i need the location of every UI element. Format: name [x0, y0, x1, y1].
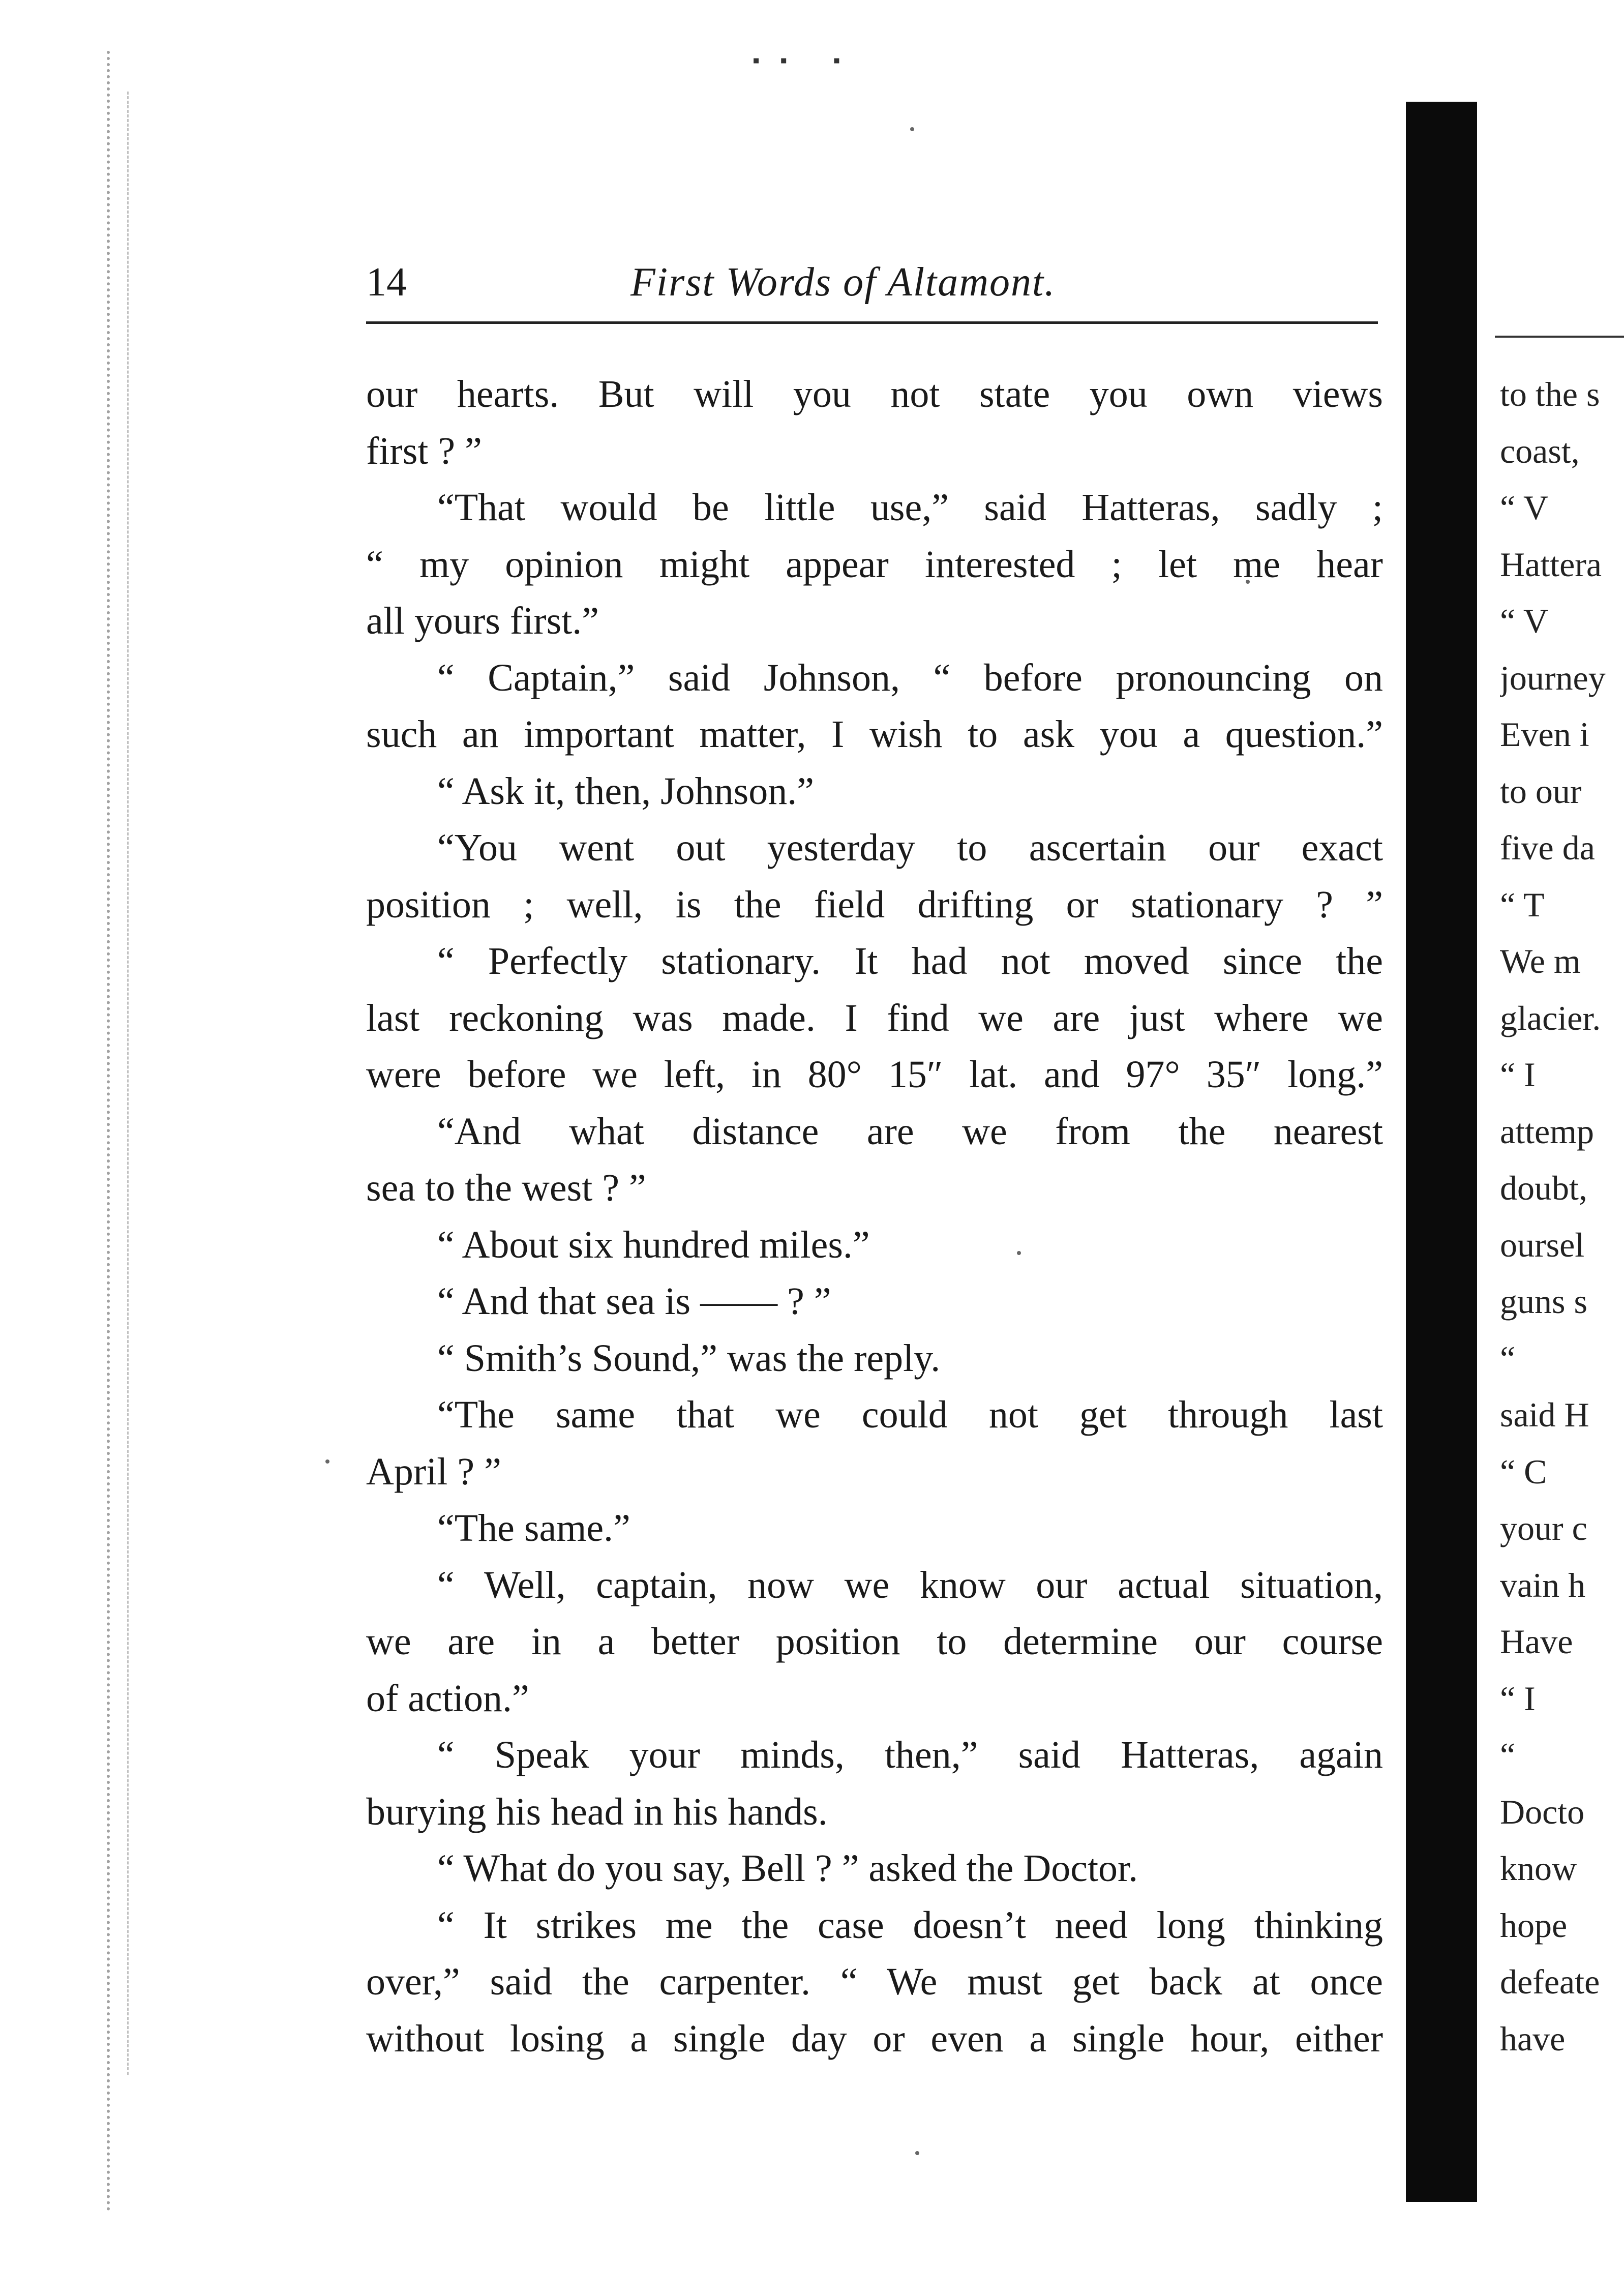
- next-page-line: “ T: [1500, 885, 1545, 924]
- next-page-line: doubt,: [1500, 1169, 1587, 1207]
- text-line: “The same that we could not get through last: [437, 1393, 1383, 1436]
- scan-speck: [325, 1459, 329, 1464]
- text-line: first ? ”: [366, 429, 482, 472]
- text-line: “ Perfectly stationary. It had not moved since the: [437, 940, 1383, 982]
- next-page-line: “: [1500, 1338, 1516, 1378]
- text-line: “The same.”: [437, 1507, 630, 1549]
- next-page-line: hope: [1500, 1905, 1568, 1945]
- next-page-line: “ I: [1500, 1679, 1536, 1718]
- scan-speck: [915, 2151, 919, 2155]
- text-line: “ my opinion might appear interested ; let me hear: [366, 543, 1383, 586]
- next-page-line: “ V: [1500, 602, 1549, 640]
- text-line: our hearts. But will you not state you own views: [366, 373, 1383, 415]
- text-line: “ Ask it, then, Johnson.”: [437, 769, 814, 813]
- next-page-line: Have: [1500, 1622, 1573, 1661]
- next-page-line: glacier.: [1500, 998, 1601, 1037]
- text-line: sea to the west ? ”: [366, 1167, 646, 1209]
- next-page-line: “ C: [1500, 1452, 1547, 1491]
- text-line: position ; well, is the field drifting or stationary ? ”: [366, 883, 1383, 926]
- next-page-line: to the s: [1500, 375, 1600, 413]
- next-page-line: attemp: [1500, 1112, 1595, 1151]
- text-line: such an important matter, I wish to ask you a question.”: [366, 713, 1383, 756]
- text-line: “ Speak your minds, then,” said Hatteras, again: [437, 1734, 1383, 1776]
- next-page-line: Even i: [1500, 715, 1589, 754]
- text-line: “ It strikes me the case doesn’t need long thinking: [437, 1903, 1383, 1947]
- book-binding-gutter: [1406, 102, 1477, 2202]
- next-page-line: know: [1500, 1849, 1577, 1888]
- page-header: [366, 254, 1383, 325]
- scan-speck: [910, 127, 914, 131]
- next-page-line: five da: [1500, 828, 1595, 867]
- next-page-line: have: [1500, 2019, 1566, 2058]
- page-number: 14: [366, 260, 407, 305]
- next-page-line: to our: [1500, 771, 1582, 811]
- next-page-line: “: [1500, 1736, 1516, 1774]
- text-line: were before we left, in 80° 15″ lat. and 97° 35″ long.”: [366, 1053, 1383, 1096]
- next-page-line: coast,: [1500, 431, 1580, 470]
- next-page-line: your c: [1500, 1509, 1587, 1547]
- next-page-fragment: [1500, 366, 1624, 2067]
- next-page-line: We m: [1500, 942, 1581, 980]
- next-page-line: journey: [1500, 658, 1606, 697]
- next-page-line: said H: [1500, 1395, 1589, 1434]
- text-line: “ What do you say, Bell ? ” asked the Doctor.: [437, 1847, 1138, 1890]
- next-page-line: Docto: [1500, 1792, 1585, 1831]
- text-line: over,” said the carpenter. “ We must get back at once: [366, 1960, 1383, 2003]
- text-line: “ About six hundred miles.”: [437, 1223, 870, 1266]
- text-line: “That would be little use,” said Hatteras, sadly ;: [437, 486, 1383, 529]
- running-title: First Words of Altamont.: [630, 260, 1056, 305]
- header-rule: [366, 321, 1378, 324]
- next-page-line: guns s: [1500, 1282, 1587, 1321]
- scan-top-specks: ▪▪ ▪: [753, 49, 861, 72]
- text-line: “ Smith’s Sound,” was the reply.: [437, 1336, 941, 1380]
- scan-left-edge-marks-secondary: [127, 92, 134, 2075]
- text-line: “ And that sea is —— ? ”: [437, 1280, 831, 1323]
- next-page-line: defeate: [1500, 1962, 1600, 2001]
- text-line: last reckoning was made. I find we are just where we: [366, 996, 1383, 1039]
- next-page-line: vain h: [1500, 1565, 1586, 1604]
- body-text: [366, 366, 1383, 2067]
- text-line: April ? ”: [366, 1450, 501, 1493]
- text-line: of action.”: [366, 1677, 529, 1720]
- text-line: all yours first.”: [366, 600, 599, 642]
- next-page-line: “ I: [1500, 1055, 1536, 1094]
- text-line: “ Captain,” said Johnson, “ before pronouncing on: [437, 656, 1383, 699]
- text-line: “And what distance are we from the nearest: [437, 1110, 1383, 1153]
- next-page-line: Hattera: [1500, 545, 1602, 584]
- next-page-line: “ V: [1500, 488, 1549, 527]
- text-line: “You went out yesterday to ascertain our exact: [437, 826, 1383, 869]
- text-line: burying his head in his hands.: [366, 1790, 828, 1833]
- text-line: we are in a better position to determine our course: [366, 1620, 1383, 1663]
- next-page-line: oursel: [1500, 1225, 1585, 1264]
- text-line: without losing a single day or even a single hour, either: [366, 2017, 1383, 2060]
- next-page-header-rule: [1495, 336, 1624, 338]
- text-line: “ Well, captain, now we know our actual situation,: [437, 1563, 1383, 1606]
